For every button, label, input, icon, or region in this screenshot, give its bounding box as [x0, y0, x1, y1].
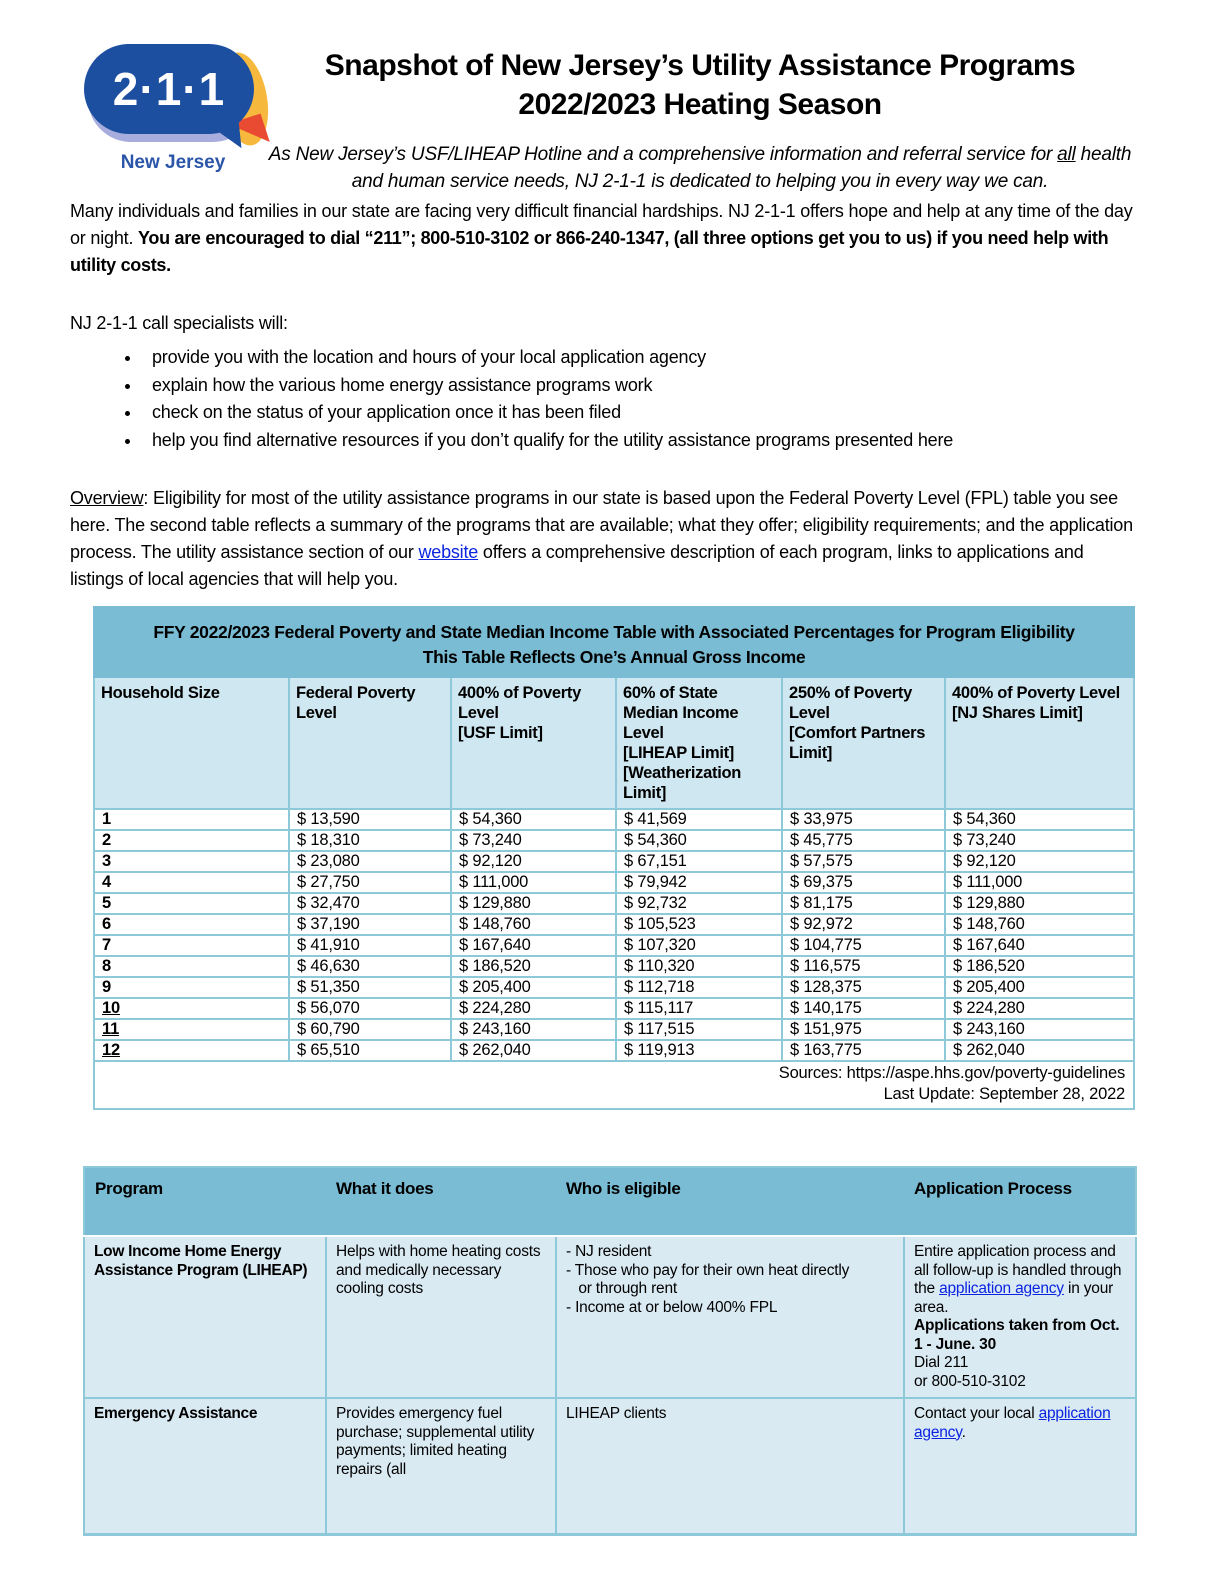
income-value-cell: $ 116,575: [782, 956, 945, 977]
household-size-cell: 1: [94, 809, 289, 830]
bullet-item: • help you find alternative resources if you don’t qualify for the utility assistance programs presented here: [142, 427, 1140, 455]
column-header-application: Application Process: [904, 1167, 1136, 1236]
table-row: [94, 998, 1134, 1019]
specialists-lead: NJ 2-1-1 call specialists will:: [70, 313, 288, 333]
household-size-cell: 7: [94, 935, 289, 956]
column-header: [616, 677, 782, 809]
table-row: [94, 872, 1134, 893]
dial-211-text: Dial 211: [914, 1354, 969, 1371]
income-value-cell: $ 243,160: [451, 1019, 616, 1040]
income-value-cell: $ 140,175: [782, 998, 945, 1019]
column-header: [782, 677, 945, 809]
table-title-row: [94, 607, 1134, 677]
column-header-eligible: Who is eligible: [556, 1167, 904, 1236]
dial-number-text: or 800-510-3102: [914, 1372, 1026, 1390]
eligible-line: or through rent: [566, 1280, 677, 1297]
application-process-cell: [904, 1236, 1136, 1398]
income-value-cell: $ 92,732: [616, 893, 782, 914]
household-size-cell: 8: [94, 956, 289, 977]
table-row: [94, 977, 1134, 998]
income-value-cell: $ 37,190: [289, 914, 451, 935]
application-agency-link[interactable]: application agency: [939, 1280, 1064, 1297]
speech-bubble-icon: [84, 44, 262, 138]
column-header-line: Limit]: [623, 784, 667, 802]
tagline-text-after: health and human service needs, NJ 2-1-1 is dedicated to helping you in every way we can.: [351, 144, 1132, 192]
income-value-cell: $ 262,040: [945, 1040, 1134, 1061]
household-size-cell: 9: [94, 977, 289, 998]
income-value-cell: $ 73,240: [451, 830, 616, 851]
table-row-emergency: [84, 1398, 1136, 1534]
tagline: [255, 141, 1145, 195]
income-value-cell: $ 262,040: [451, 1040, 616, 1061]
bullet-item: • explain how the various home energy assistance programs work: [142, 372, 1140, 400]
income-value-cell: $ 186,520: [451, 956, 616, 977]
who-is-eligible-cell: LIHEAP clients: [556, 1398, 904, 1534]
income-value-cell: $ 65,510: [289, 1040, 451, 1061]
income-value-cell: $ 92,120: [451, 851, 616, 872]
program-header-row: [84, 1167, 1136, 1236]
income-value-cell: $ 129,880: [945, 893, 1134, 914]
income-value-cell: $ 205,400: [451, 977, 616, 998]
program-name-cell: Low Income Home Energy Assistance Program (LIHEAP): [84, 1236, 326, 1398]
intro-paragraph: [70, 198, 1140, 279]
tagline-underlined-word: all: [1057, 144, 1076, 165]
column-header-line: Median Income: [623, 704, 739, 722]
overview-text-after: offers a comprehensive description of each program, links to applications and listings of local agencies that will help you.: [70, 542, 1084, 589]
income-value-cell: $ 107,320: [616, 935, 782, 956]
income-value-cell: $ 92,972: [782, 914, 945, 935]
household-size-cell: 6: [94, 914, 289, 935]
column-header-what: What it does: [326, 1167, 556, 1236]
income-value-cell: $ 81,175: [782, 893, 945, 914]
column-header-line: [Comfort Partners: [789, 724, 926, 742]
household-size-cell: 5: [94, 893, 289, 914]
website-link[interactable]: website: [418, 542, 479, 562]
eligible-line: - Those who pay for their own heat directly: [566, 1261, 850, 1279]
column-header-program: Program: [84, 1167, 326, 1236]
income-value-cell: $ 54,360: [451, 809, 616, 830]
column-header-line: Level: [623, 724, 664, 742]
income-value-cell: $ 224,280: [945, 998, 1134, 1019]
column-header-line: 400% of Poverty Level: [952, 684, 1120, 702]
household-size-cell: 4: [94, 872, 289, 893]
specialists-bullet-list: [142, 344, 1140, 454]
column-header-line: Level: [296, 704, 337, 722]
bullet-item: • provide you with the location and hours of your local application agency: [142, 344, 1140, 372]
body-copy: [70, 198, 1140, 593]
income-value-cell: $ 128,375: [782, 977, 945, 998]
income-value-cell: $ 54,360: [616, 830, 782, 851]
income-value-cell: $ 186,520: [945, 956, 1134, 977]
income-value-cell: $ 243,160: [945, 1019, 1134, 1040]
application-text-after: .: [961, 1423, 966, 1441]
column-header-line: [LIHEAP Limit]: [623, 744, 734, 762]
income-value-cell: $ 117,515: [616, 1019, 782, 1040]
poverty-table-section: [93, 606, 1133, 1110]
overview-paragraph: [70, 485, 1140, 593]
income-value-cell: $ 27,750: [289, 872, 451, 893]
income-value-cell: $ 119,913: [616, 1040, 782, 1061]
income-value-cell: $ 129,880: [451, 893, 616, 914]
income-value-cell: $ 167,640: [945, 935, 1134, 956]
column-header: [451, 677, 616, 809]
page-title: [255, 46, 1145, 124]
table-row: [94, 914, 1134, 935]
sources-line: Sources: https://aspe.hhs.gov/poverty-guidelines: [778, 1064, 1126, 1082]
income-value-cell: $ 32,470: [289, 893, 451, 914]
column-header-line: [NJ Shares Limit]: [952, 704, 1083, 722]
income-value-cell: $ 67,151: [616, 851, 782, 872]
income-value-cell: $ 54,360: [945, 809, 1134, 830]
what-it-does-cell: Helps with home heating costs and medically necessary cooling costs: [326, 1236, 556, 1398]
column-header-line: [USF Limit]: [458, 724, 543, 742]
table-row-liheap: [84, 1236, 1136, 1398]
column-header: [289, 677, 451, 809]
column-header-line: Level: [458, 704, 499, 722]
income-value-cell: $ 92,120: [945, 851, 1134, 872]
column-header-line: Level: [789, 704, 830, 722]
income-value-cell: $ 104,775: [782, 935, 945, 956]
income-value-cell: $ 13,590: [289, 809, 451, 830]
income-value-cell: $ 151,975: [782, 1019, 945, 1040]
table-title: FFY 2022/2023 Federal Poverty and State Median Income Table with Associated Percentages for Program Eligibility: [153, 622, 1075, 642]
nj211-logo: [68, 44, 278, 174]
application-process-cell: [904, 1398, 1136, 1534]
column-header-line: [Weatherization: [623, 764, 742, 782]
column-header-line: Household Size: [101, 684, 220, 702]
income-value-cell: $ 224,280: [451, 998, 616, 1019]
title-block: [255, 46, 1145, 195]
column-header: [94, 677, 289, 809]
page-title-line1: Snapshot of New Jersey’s Utility Assistance Programs: [324, 49, 1076, 82]
poverty-table: [93, 606, 1135, 1110]
income-value-cell: $ 205,400: [945, 977, 1134, 998]
income-value-cell: $ 23,080: [289, 851, 451, 872]
table-row: [94, 1040, 1134, 1061]
income-value-cell: $ 148,760: [945, 914, 1134, 935]
sources-row: [94, 1061, 1134, 1109]
income-value-cell: $ 60,790: [289, 1019, 451, 1040]
application-text: Contact your local: [914, 1405, 1039, 1422]
intro-regular-text: Many individuals and families in our state are facing very difficult financial hardships. NJ 2-1-1 offers hope and help at any time of the day or night.: [70, 201, 1133, 248]
income-value-cell: $ 33,975: [782, 809, 945, 830]
household-size-cell: 10: [94, 998, 289, 1019]
income-value-cell: $ 148,760: [451, 914, 616, 935]
what-it-does-cell: Provides emergency fuel purchase; supplemental utility payments; limited heating repairs (all: [326, 1398, 556, 1534]
income-value-cell: $ 110,320: [616, 956, 782, 977]
income-value-cell: $ 79,942: [616, 872, 782, 893]
income-value-cell: $ 112,718: [616, 977, 782, 998]
column-header-line: 60% of State: [623, 684, 718, 702]
income-value-cell: $ 41,569: [616, 809, 782, 830]
column-header: [945, 677, 1134, 809]
program-name-cell: Emergency Assistance: [84, 1398, 326, 1534]
income-value-cell: $ 111,000: [945, 872, 1134, 893]
income-value-cell: $ 45,775: [782, 830, 945, 851]
column-header-line: Federal Poverty: [296, 684, 416, 702]
table-title-band: [94, 607, 1134, 677]
sources-cell: [94, 1061, 1134, 1109]
column-header-line: 400% of Poverty: [458, 684, 581, 702]
income-value-cell: $ 115,117: [616, 998, 782, 1019]
overview-text: : Eligibility for most of the utility assistance programs in our state is based upon the Federal Poverty Level (FPL) table you see here. The second table reflects a summary of the programs that are available; what they offer; eligibility requirements; and the application process. The utility assistance section of our: [70, 488, 1133, 562]
application-text-after: in your area.: [914, 1280, 1114, 1316]
overview-label: Overview: [70, 488, 144, 508]
table-row: [94, 1019, 1134, 1040]
household-size-cell: 11: [94, 1019, 289, 1040]
income-value-cell: $ 41,910: [289, 935, 451, 956]
household-size-cell: 3: [94, 851, 289, 872]
income-value-cell: $ 69,375: [782, 872, 945, 893]
who-is-eligible-cell: [556, 1236, 904, 1398]
income-value-cell: $ 167,640: [451, 935, 616, 956]
application-agency-link[interactable]: application agency: [914, 1405, 1111, 1441]
table-row: [94, 830, 1134, 851]
income-value-cell: $ 56,070: [289, 998, 451, 1019]
logo-region-label: New Jersey: [120, 152, 226, 173]
table-row: [94, 893, 1134, 914]
income-value-cell: $ 73,240: [945, 830, 1134, 851]
table-row: [94, 851, 1134, 872]
income-value-cell: $ 105,523: [616, 914, 782, 935]
page-title-line2: 2022/2023 Heating Season: [518, 88, 882, 121]
application-text: Entire application process and all follow-up is handled through the: [914, 1243, 1122, 1297]
eligible-line: - Income at or below 400% FPL: [566, 1298, 778, 1316]
eligible-line: - NJ resident: [566, 1243, 652, 1260]
column-header-row: [94, 677, 1134, 809]
income-value-cell: $ 51,350: [289, 977, 451, 998]
intro-bold-text: You are encouraged to dial “211”; 800-510-3102 or 866-240-1347, (all three options get you to us) if you need help with utility costs.: [70, 228, 1109, 275]
last-update-line: Last Update: September 28, 2022: [883, 1085, 1126, 1103]
table-row: [94, 935, 1134, 956]
bullet-item: • check on the status of your application once it has been filed: [142, 399, 1140, 427]
household-size-cell: 12: [94, 1040, 289, 1061]
table-subtitle: This Table Reflects One’s Annual Gross Income: [422, 647, 806, 667]
income-value-cell: $ 18,310: [289, 830, 451, 851]
income-value-cell: $ 163,775: [782, 1040, 945, 1061]
applications-taken-text: Applications taken from Oct. 1 - June. 30: [914, 1317, 1120, 1353]
household-size-cell: 2: [94, 830, 289, 851]
column-header-line: Limit]: [789, 744, 833, 762]
table-row: [94, 809, 1134, 830]
income-value-cell: $ 111,000: [451, 872, 616, 893]
income-value-cell: $ 57,575: [782, 851, 945, 872]
column-header-line: 250% of Poverty: [789, 684, 912, 702]
table-row: [94, 956, 1134, 977]
tagline-text: As New Jersey’s USF/LIHEAP Hotline and a comprehensive information and referral service for: [268, 144, 1058, 165]
program-table: [83, 1166, 1137, 1536]
program-table-section: [83, 1166, 1135, 1536]
logo-number: 2·1·1: [112, 63, 226, 115]
income-value-cell: $ 46,630: [289, 956, 451, 977]
bubble-main-shape: [84, 44, 254, 134]
